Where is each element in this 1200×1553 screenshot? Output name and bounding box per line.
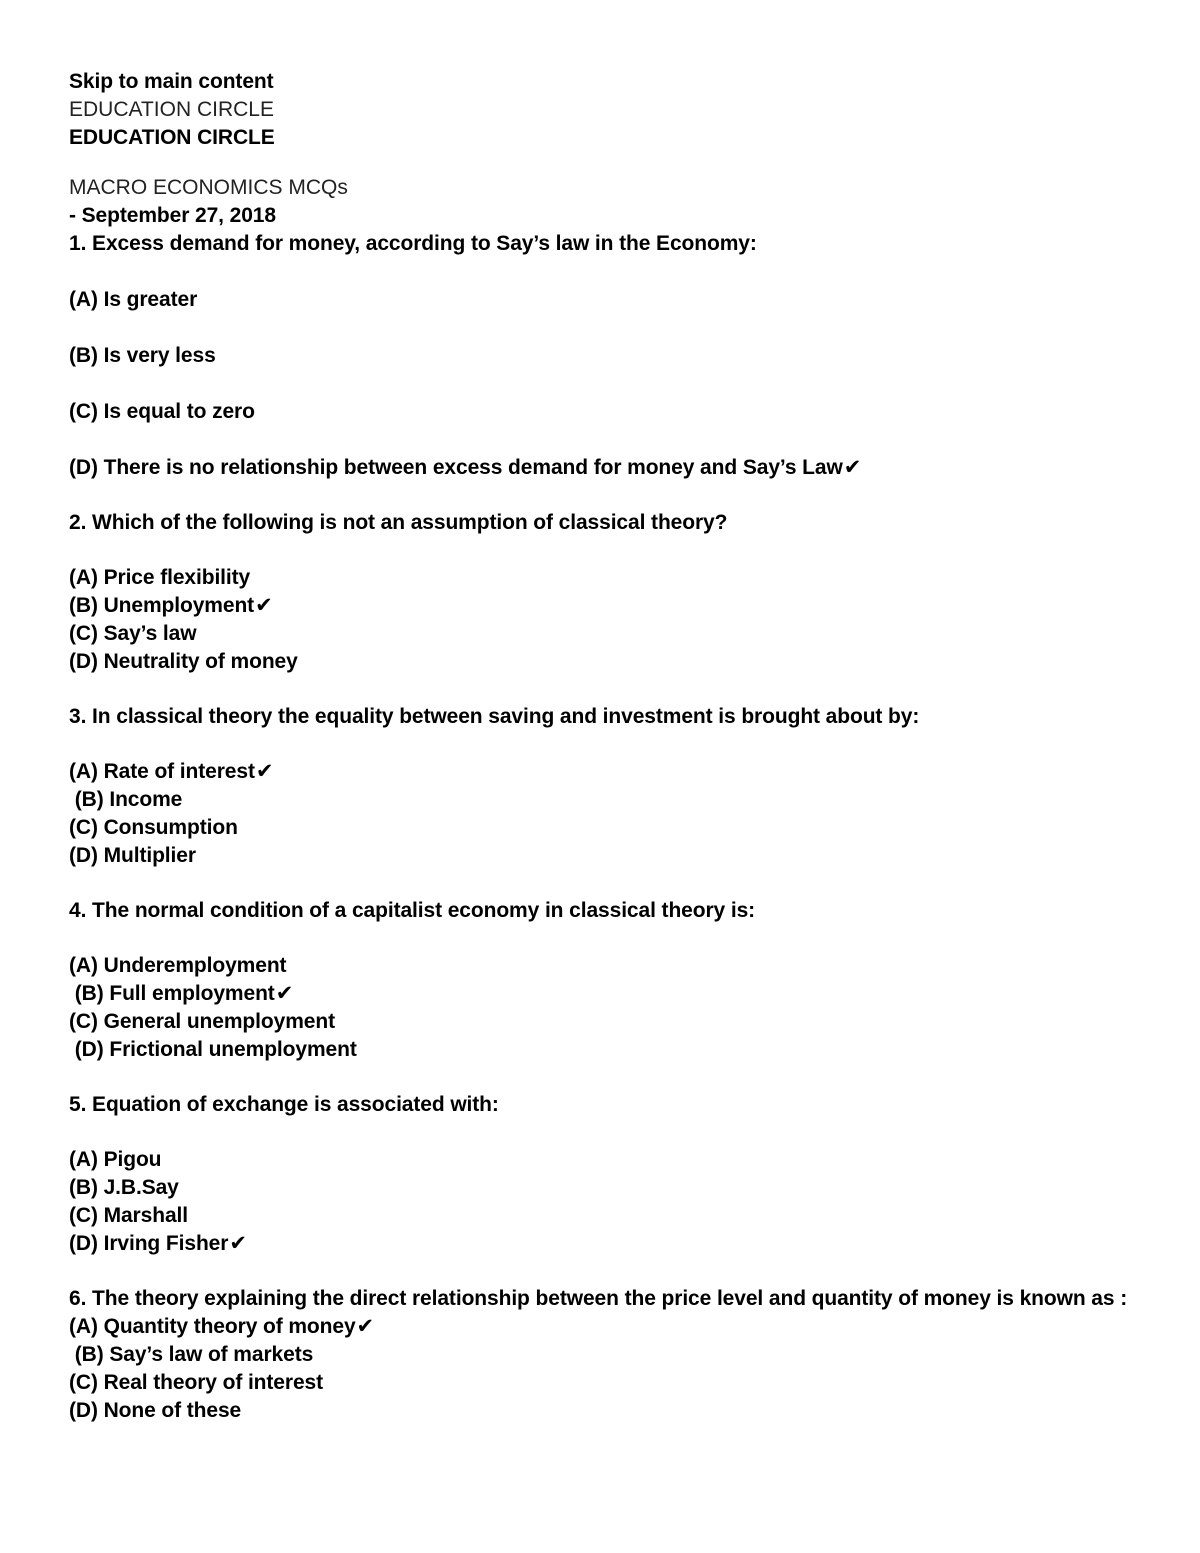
question-list [69, 230, 1149, 1425]
checkmark-icon: ✔ [229, 1232, 247, 1255]
option-c: (C) Say’s law [69, 622, 197, 645]
question-text: 3. In classical theory the equality between saving and investment is brought about by: [69, 705, 920, 728]
document-page [69, 68, 1149, 1425]
question-text: 5. Equation of exchange is associated with: [69, 1093, 499, 1116]
option-a: (A) Price flexibility [69, 566, 251, 589]
question-5 [69, 1091, 1149, 1258]
question-text: 1. Excess demand for money, according to Say’s law in the Economy: [69, 232, 757, 255]
question-2 [69, 509, 1149, 676]
checkmark-icon: ✔ [843, 456, 862, 479]
option-d: (D) Frictional unemployment [69, 1038, 357, 1061]
option-c: (C) Is equal to zero [69, 400, 255, 423]
skip-to-content-link[interactable]: Skip to main content [69, 70, 274, 93]
site-title: EDUCATION CIRCLE [69, 98, 274, 121]
option-b: (B) Full employment✔ [69, 982, 294, 1005]
checkmark-icon: ✔ [275, 982, 294, 1005]
question-text: 2. Which of the following is not an assumption of classical theory? [69, 511, 728, 534]
option-d: (D) Multiplier [69, 844, 196, 867]
option-b: (B) Say’s law of markets [69, 1343, 314, 1366]
spacer [69, 152, 1149, 174]
question-1 [69, 230, 1149, 482]
option-a: (A) Is greater [69, 288, 198, 311]
option-b: (B) Is very less [69, 344, 216, 367]
question-6 [69, 1285, 1149, 1425]
checkmark-icon: ✔ [255, 594, 273, 617]
option-b: (B) Unemployment✔ [69, 594, 273, 617]
option-b: (B) Income [69, 788, 183, 811]
checkmark-icon: ✔ [356, 1315, 375, 1338]
option-a: (A) Quantity theory of money✔ [69, 1315, 375, 1338]
option-c: (C) General unemployment [69, 1010, 335, 1033]
option-d: (D) Neutrality of money [69, 650, 298, 673]
site-title-link[interactable]: EDUCATION CIRCLE [69, 126, 275, 149]
option-d: (D) None of these [69, 1399, 242, 1422]
option-c: (C) Marshall [69, 1204, 188, 1227]
checkmark-icon: ✔ [255, 760, 274, 783]
option-d: (D) Irving Fisher✔ [69, 1232, 247, 1255]
option-d: (D) There is no relationship between excess demand for money and Say’s Law✔ [69, 456, 862, 479]
option-c: (C) Real theory of interest [69, 1371, 324, 1394]
option-c: (C) Consumption [69, 816, 238, 839]
question-4 [69, 897, 1149, 1064]
option-a: (A) Underemployment [69, 954, 287, 977]
question-3 [69, 703, 1149, 870]
option-a: (A) Rate of interest✔ [69, 760, 274, 783]
option-a: (A) Pigou [69, 1148, 162, 1171]
question-text: 4. The normal condition of a capitalist economy in classical theory is: [69, 899, 756, 922]
question-text: 6. The theory explaining the direct relationship between the price level and quantity of money is known as : [69, 1287, 1128, 1310]
post-date: - September 27, 2018 [69, 204, 276, 227]
post-title: MACRO ECONOMICS MCQs [69, 176, 348, 199]
option-b: (B) J.B.Say [69, 1176, 179, 1199]
